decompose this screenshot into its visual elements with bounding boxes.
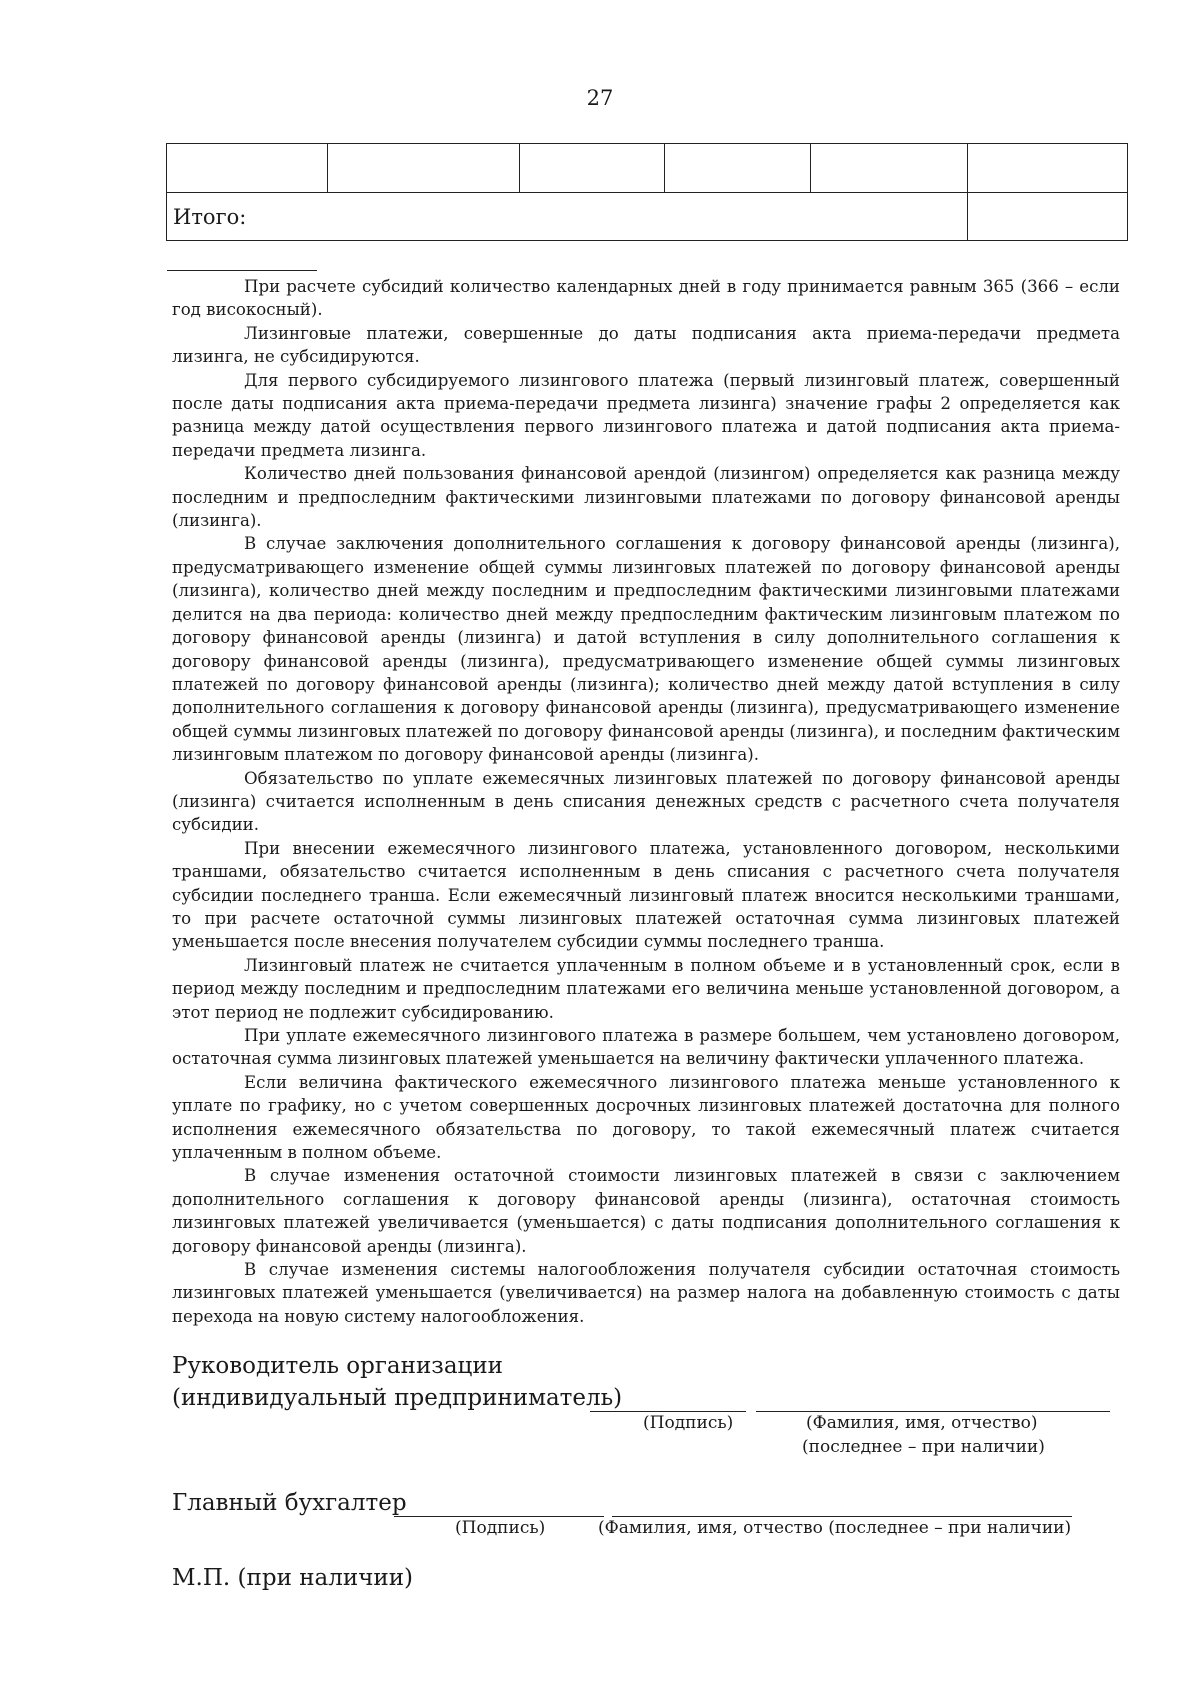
footnote-rule	[167, 270, 317, 271]
note-paragraph: При расчете субсидий количество календарных дней в году принимается равным 365 (366 – если год високосный).	[172, 277, 1120, 320]
total-value	[968, 193, 1128, 241]
accountant-name-caption: (Фамилия, имя, отчество (последнее – при наличии)	[598, 1518, 1072, 1538]
head-name-caption: (Фамилия, имя, отчество)	[806, 1413, 1038, 1433]
accountant-signature-caption: (Подпись)	[455, 1518, 546, 1538]
note-paragraph: В случае изменения системы налогообложения получателя субсидии остаточная стоимость лизинговых платежей уменьшается (увеличивается) на размер налога на добавленную стоимость с даты перехода на новую систему налогообложения.	[172, 1260, 1120, 1326]
note-paragraph: Лизинговый платеж не считается уплаченным в полном объеме и в установленный срок, если в период между последним и предпоследним платежами его величина меньше установленной договором, а этот период не подлежит субсидированию.	[172, 955, 1120, 1022]
accountant-signature-line	[394, 1516, 604, 1517]
note-paragraph: При внесении ежемесячного лизингового платежа, установленного договором, несколькими траншами, обязательство считается исполненным в день списания с расчетного счета получателя субсидии последнего транша. Если ежемесячный лизинговый платеж вносится несколькими траншами, то при расчете остаточной суммы лизинговых платежей остаточная сумма лизинговых платежей уменьшается после внесения получателем субсидии суммы последнего транша.	[172, 838, 1120, 952]
table-cell	[968, 144, 1128, 193]
note-paragraph: Если величина фактического ежемесячного лизингового платежа меньше установленного к уплате по графику, но с учетом совершенных досрочных лизинговых платежей достаточна для полного исполнения ежемесячного обязательства по договору, то такой ежемесячный платеж считается уплаченным в полном объеме.	[172, 1072, 1120, 1163]
table-cell	[520, 144, 665, 193]
head-name-line	[756, 1411, 1110, 1412]
note-paragraph: Обязательство по уплате ежемесячных лизинговых платежей по договору финансовой аренды (лизинга) считается исполненным в день списания денежных средств с расчетного счета получателя субсидии.	[172, 768, 1120, 835]
head-signature-caption: (Подпись)	[643, 1413, 734, 1433]
table-row-total	[167, 193, 1128, 241]
note-paragraph: Для первого субсидируемого лизингового платежа (первый лизинговый платеж, совершенный после даты подписания акта приема-передачи предмета лизинга) значение графы 2 определяется как разница между датой осуществления первого лизингового платежа и датой подписания акта приема-передачи предмета лизинга.	[172, 370, 1120, 460]
accountant-name-line	[612, 1516, 1072, 1517]
seal-note: М.П. (при наличии)	[172, 1565, 414, 1591]
table-cell	[167, 144, 328, 193]
note-paragraph: Количество дней пользования финансовой арендой (лизингом) определяется как разница между последним и предпоследним фактическими лизинговыми платежами по договору финансовой аренды (лизинга).	[172, 464, 1120, 531]
head-signature-line	[590, 1411, 746, 1412]
head-name-caption-note: (последнее – при наличии)	[802, 1437, 1045, 1457]
accountant-label: Главный бухгалтер	[172, 1490, 407, 1516]
table-cell	[328, 144, 520, 193]
table-cell	[665, 144, 811, 193]
table-row	[167, 144, 1128, 193]
head-title-line2: (индивидуальный предприниматель)	[172, 1385, 623, 1411]
page-number: 27	[586, 86, 614, 110]
notes	[172, 275, 1120, 1328]
summary-table	[166, 143, 1128, 241]
note-paragraph: Лизинговые платежи, совершенные до даты подписания акта приема-передачи предмета лизинга, не субсидируются.	[172, 323, 1120, 367]
total-label: Итого:	[167, 193, 968, 241]
note-paragraph: В случае заключения дополнительного соглашения к договору финансовой аренды (лизинга), предусматривающего изменение общей суммы лизинговых платежей по договору финансовой аренды (лизинга), количество дней между последним и предпоследним фактическими лизинговыми платежами делится на два периода: количество дней между предпоследним фактическим лизинговым платежом по договору финансовой аренды (лизинга) и датой вступления в силу дополнительного соглашения к договору финансовой аренды (лизинга), предусматривающего изменение общей суммы лизинговых платежей по договору финансовой аренды (лизинга); количество дней между датой вступления в силу дополнительного соглашения к договору финансовой аренды (лизинга), предусматривающего изменение общей суммы лизинговых платежей по договору финансовой аренды (лизинга), и последним фактическим лизинговым платежом по договору финансовой аренды (лизинга).	[172, 534, 1120, 765]
note-paragraph: При уплате ежемесячного лизингового платежа в размере большем, чем установлено договором, остаточная сумма лизинговых платежей уменьшается на величину фактически уплаченного платежа.	[172, 1026, 1120, 1069]
table-cell	[811, 144, 968, 193]
head-title-line1: Руководитель организации	[172, 1353, 503, 1379]
note-paragraph: В случае изменения остаточной стоимости лизинговых платежей в связи с заключением дополнительного соглашения к договору финансовой аренды (лизинга), остаточная стоимость лизинговых платежей увеличивается (уменьшается) с даты подписания дополнительного соглашения к договору финансовой аренды (лизинга).	[172, 1166, 1120, 1256]
